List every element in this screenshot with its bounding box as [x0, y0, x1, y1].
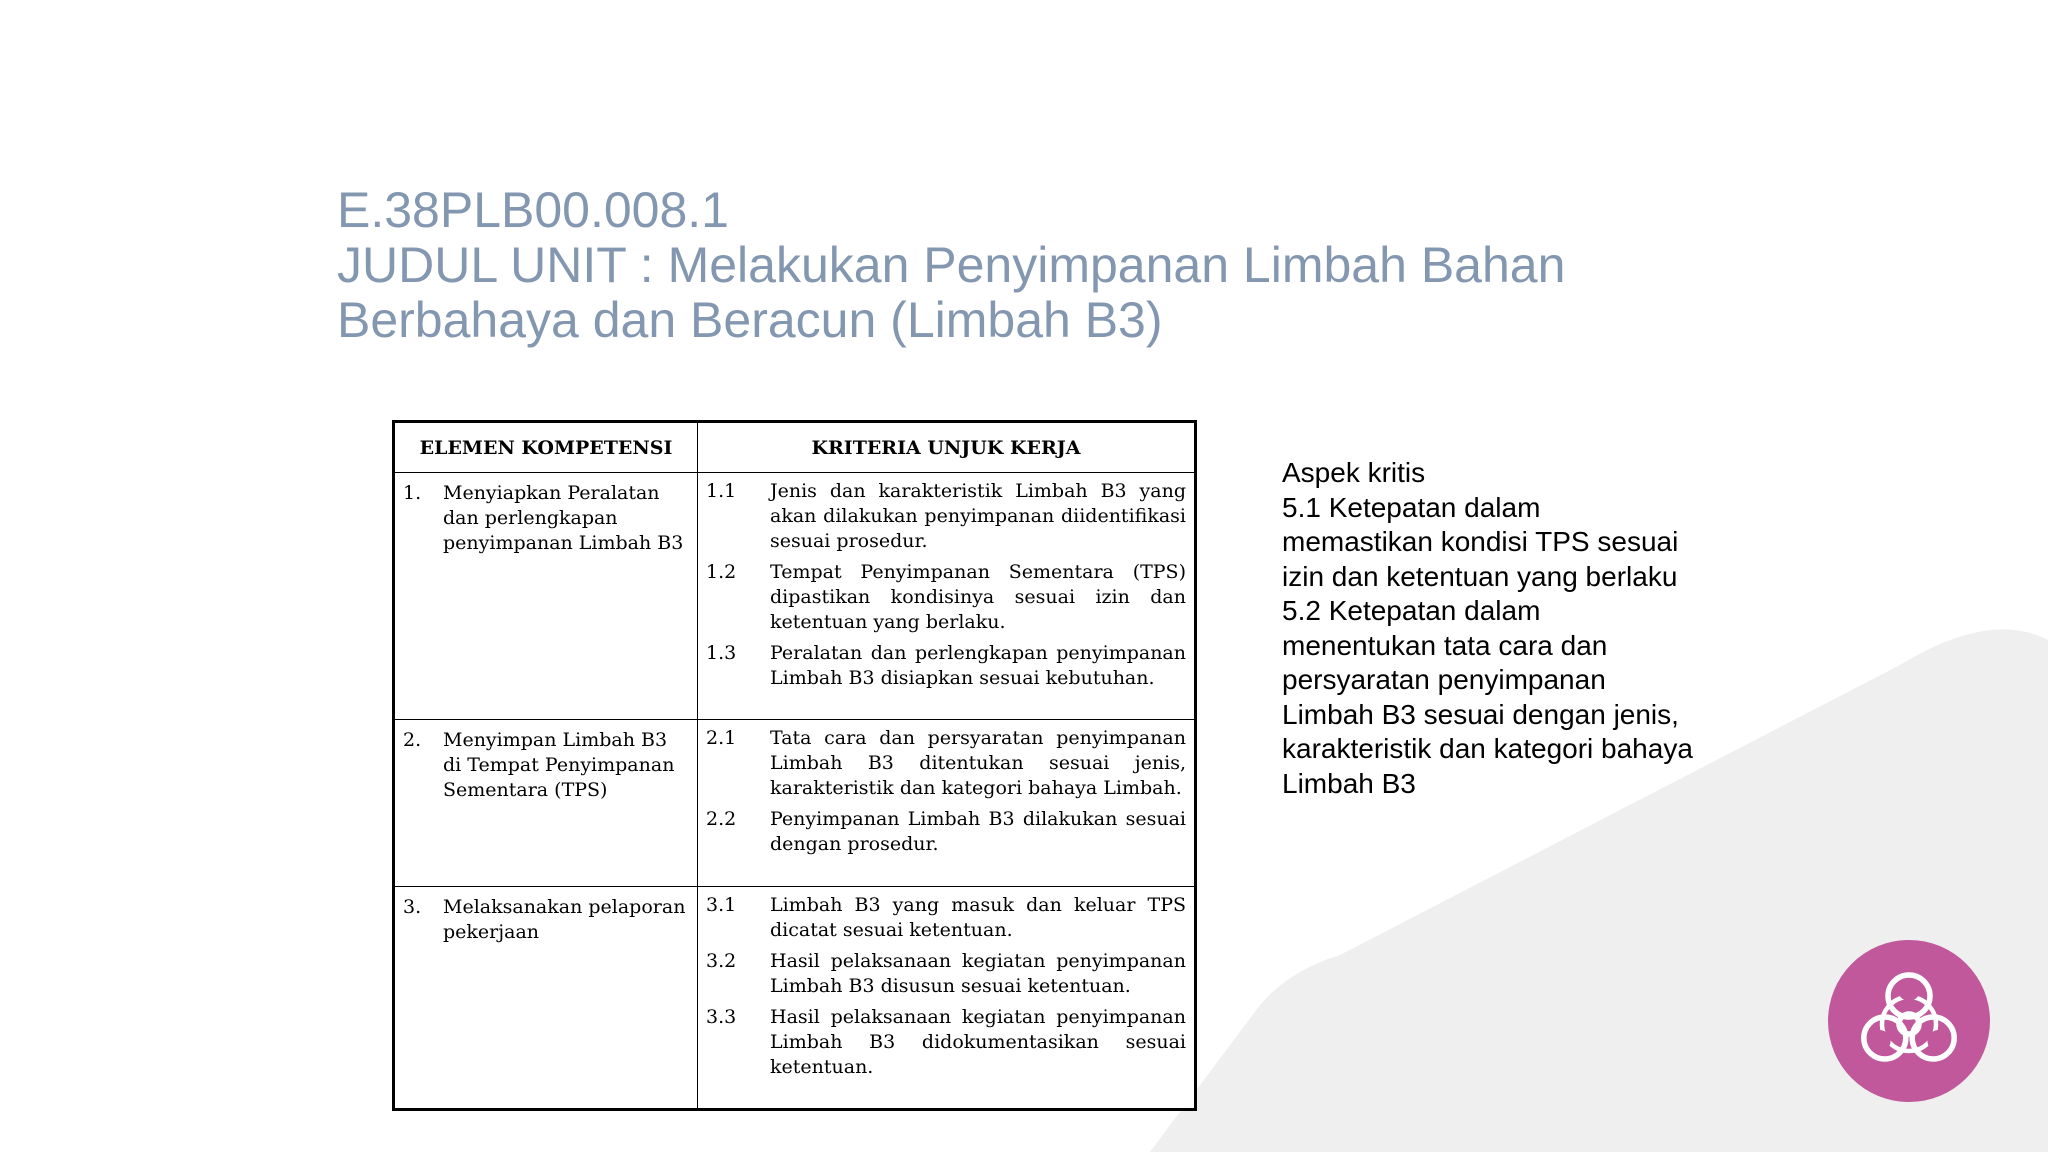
kriteria-text: Limbah B3 yang masuk dan keluar TPS dicatat sesuai ketentuan. — [770, 894, 1186, 941]
kriteria-number: 1.2 — [706, 561, 737, 583]
kriteria-text: Jenis dan karakteristik Limbah B3 yang akan dilakukan penyimpanan diidentifikasi sesuai prosedur. — [770, 480, 1186, 552]
aspek-kritis-text — [1282, 456, 1752, 801]
table-row — [394, 473, 1196, 720]
elemen-number: 3. — [403, 896, 422, 918]
aspek-line: menentukan tata cara dan — [1282, 629, 1608, 661]
elemen-text: Menyimpan Limbah B3 di Tempat Penyimpanan Sementara (TPS) — [443, 729, 675, 801]
kriteria-text: Tata cara dan persyaratan penyimpanan Limbah B3 ditentukan sesuai jenis, karakteristik dan kategori bahaya Limbah. — [770, 727, 1186, 799]
kriteria-item — [706, 479, 1186, 554]
biohazard-badge — [1828, 940, 1990, 1102]
elemen-text: Menyiapkan Peralatan dan perlengkapan penyimpanan Limbah B3 — [443, 482, 684, 554]
aspek-line: izin dan ketentuan yang berlaku — [1282, 560, 1678, 592]
competency-table — [392, 420, 1197, 1111]
kriteria-text: Hasil pelaksanaan kegiatan penyimpanan Limbah B3 didokumentasikan sesuai ketentuan. — [770, 1006, 1186, 1078]
table-row — [394, 887, 1196, 1110]
slide-title — [337, 183, 1565, 348]
kriteria-cell — [698, 720, 1196, 887]
kriteria-text: Tempat Penyimpanan Sementara (TPS) dipastikan kondisinya sesuai izin dan ketentuan yang berlaku. — [770, 561, 1186, 633]
kriteria-cell — [698, 473, 1196, 720]
unit-code: E.38PLB00.008.1 — [337, 182, 729, 238]
elemen-number: 2. — [403, 729, 422, 751]
kriteria-number: 2.2 — [706, 808, 737, 830]
aspek-line: 5.1 Ketepatan dalam — [1282, 491, 1541, 523]
kriteria-item — [706, 893, 1186, 943]
kriteria-item — [706, 726, 1186, 801]
kriteria-number: 3.3 — [706, 1006, 737, 1028]
aspek-line: memastikan kondisi TPS sesuai — [1282, 526, 1679, 557]
aspek-line: 5.2 Ketepatan dalam — [1282, 595, 1541, 626]
kriteria-item — [706, 641, 1186, 691]
elemen-cell — [394, 473, 698, 720]
table-row — [394, 720, 1196, 887]
kriteria-text: Penyimpanan Limbah B3 dilakukan sesuai dengan prosedur. — [770, 808, 1186, 855]
biohazard-icon — [1828, 940, 1990, 1102]
kriteria-text: Hasil pelaksanaan kegiatan penyimpanan Limbah B3 disusun sesuai ketentuan. — [770, 950, 1186, 997]
aspek-line: persyaratan penyimpanan — [1282, 664, 1606, 695]
aspek-line: Limbah B3 sesuai dengan jenis, — [1282, 698, 1679, 730]
kriteria-item — [706, 807, 1186, 857]
kriteria-number: 2.1 — [706, 727, 737, 749]
title-line-2: Berbahaya dan Beracun (Limbah B3) — [337, 292, 1163, 348]
aspek-line: Limbah B3 — [1282, 767, 1416, 799]
kriteria-number: 1.3 — [706, 642, 737, 664]
elemen-text: Melaksanakan pelaporan pekerjaan — [443, 896, 686, 943]
kriteria-cell — [698, 887, 1196, 1110]
kriteria-number: 1.1 — [706, 480, 737, 502]
elemen-cell — [394, 720, 698, 887]
elemen-number: 1. — [403, 482, 422, 504]
kriteria-item — [706, 949, 1186, 999]
kriteria-item — [706, 1005, 1186, 1080]
header-elemen: ELEMEN KOMPETENSI — [394, 422, 698, 473]
kriteria-text: Peralatan dan perlengkapan penyimpanan Limbah B3 disiapkan sesuai kebutuhan. — [770, 642, 1186, 689]
kriteria-item — [706, 560, 1186, 635]
kriteria-number: 3.2 — [706, 950, 737, 972]
header-kriteria: KRITERIA UNJUK KERJA — [698, 422, 1196, 473]
aspek-line: Aspek kritis — [1282, 457, 1426, 488]
kriteria-number: 3.1 — [706, 894, 737, 916]
title-line-1: JUDUL UNIT : Melakukan Penyimpanan Limbah Bahan — [337, 237, 1566, 293]
aspek-line: karakteristik dan kategori bahaya — [1282, 733, 1693, 764]
elemen-cell — [394, 887, 698, 1110]
